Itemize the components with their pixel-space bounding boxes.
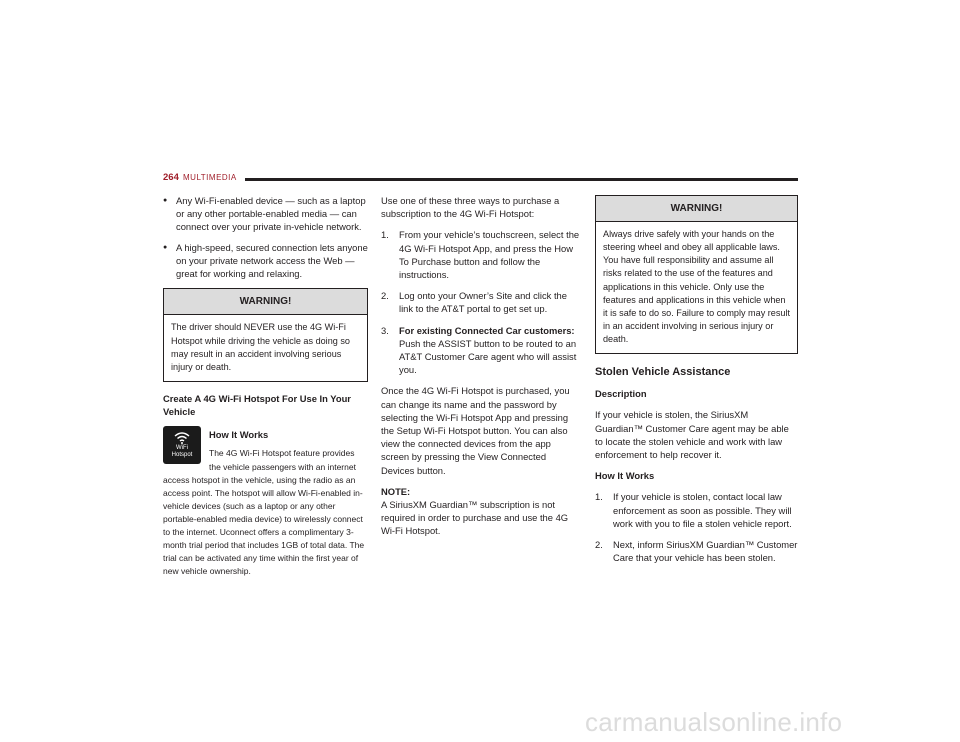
wifi-hotspot-icon: [163, 426, 201, 464]
step-number: 3.: [381, 324, 389, 336]
section-title: Stolen Vehicle Assistance: [595, 366, 731, 379]
wifi-icon: [174, 432, 190, 444]
warning-title: WARNING!: [164, 289, 367, 315]
step-number: 1.: [595, 491, 603, 503]
step-text: From your vehicle’s touchscreen, select the 4G Wi-Fi Hotspot App, and press the How To Purchase button and follow the instructions.: [399, 229, 580, 281]
description-text: If your vehicle is stolen, the SiriusXM Guardian™ Customer Care agent may be able to locate the stolen vehicle and work with law enforcement to help recover it.: [595, 409, 789, 461]
step-item: [381, 228, 581, 281]
purchase-intro: Use one of these three ways to purchase a subscription to the 4G Wi-Fi Hotspot:: [381, 195, 560, 220]
step-text: Push the ASSIST button to be routed to an AT&T Customer Care agent who will assist you.: [399, 337, 577, 376]
note-heading: NOTE:: [381, 485, 411, 497]
step-text: If your vehicle is stolen, contact local law enforcement as soon as possible. They will work with you to file a stolen vehicle report.: [613, 491, 792, 529]
stolen-steps: [595, 490, 798, 564]
step-item: [381, 289, 581, 315]
warning-box: [595, 195, 798, 354]
icon-label-line1: WiFi: [176, 444, 188, 451]
step-item: [595, 490, 798, 530]
step-number: 2.: [381, 290, 389, 302]
bullet-item: ● A high-speed, secured connection lets anyone on your private network access the Web — great for working and relaxing.: [163, 241, 368, 281]
warning-title: WARNING!: [596, 196, 797, 222]
create-hotspot-heading: Create A 4G Wi-Fi Hotspot For Use In Your Vehicle: [163, 392, 351, 417]
header-rule: [245, 178, 798, 181]
page-number: 264: [163, 172, 179, 183]
icon-label-line2: Hotspot: [171, 451, 193, 458]
column-1: [163, 194, 368, 578]
page-header: [163, 170, 798, 186]
step-item: [381, 324, 581, 377]
step-lead: For existing Connected Car customers:: [399, 324, 575, 336]
watermark: carmanualsonline.info: [585, 707, 843, 737]
step-text: Log onto your Owner’s Site and click the link to the AT&T portal to get set up.: [399, 290, 567, 315]
step-number: 2.: [595, 539, 603, 551]
warning-box: [163, 288, 368, 382]
how-it-works-heading: How It Works: [209, 429, 269, 441]
bullet-item: ● Any Wi-Fi-enabled device — such as a laptop or any other portable-enabled media — can connect over your private in-vehicle network.: [163, 194, 368, 234]
note-text: A SiriusXM Guardian™ subscription is not required in order to purchase and use the 4G Wi-Fi Hotspot.: [381, 499, 569, 537]
how-it-works-heading: How It Works: [595, 470, 655, 482]
purchase-steps: [381, 228, 581, 376]
step-number: 1.: [381, 229, 389, 241]
warning-text: Always drive safely with your hands on the steering wheel and obey all applicable laws. You have full responsibility and assume all risks related to the use of the features and applications in this vehicle. Only use the features and applications in this vehicle when it is safe to do so. Failure to comply may result in an accident involving in serious injury or death.: [603, 229, 790, 344]
description-heading: Description: [595, 388, 647, 400]
step-item: [595, 538, 798, 564]
how-it-works-block: [163, 426, 368, 578]
column-2: [381, 194, 581, 546]
column-3: [595, 194, 798, 572]
section-name: MULTIMEDIA: [183, 173, 237, 182]
how-it-works-text: The 4G Wi-Fi Hotspot feature provides the vehicle passengers with an internet access hotspot in the vehicle, using the radio as an access point. The hotspot will allow Wi-Fi-enabled in-vehicle devices (such as a laptop or any other portable-enabled media device) to wirelessly connect to the internet. Uconnect offers a complimentary 3-month trial period that includes 1GB of total data. The trial can be activated any time within the first year of new vehicle ownership.: [163, 448, 365, 577]
feature-bullets: [163, 194, 368, 280]
step-text: Next, inform SiriusXM Guardian™ Customer Care that your vehicle has been stolen.: [613, 539, 798, 564]
warning-text: The driver should NEVER use the 4G Wi-Fi Hotspot while driving the vehicle as doing so may result in an accident involving serious injury or death.: [171, 322, 350, 372]
after-purchase-text: Once the 4G Wi-Fi Hotspot is purchased, you can change its name and the password by selecting the Wi-Fi Hotspot App and pressing the Setup Wi-Fi Hotspot button. You can also view the connected devices from the app screen by pressing the View Connected Devices button.: [381, 385, 570, 476]
